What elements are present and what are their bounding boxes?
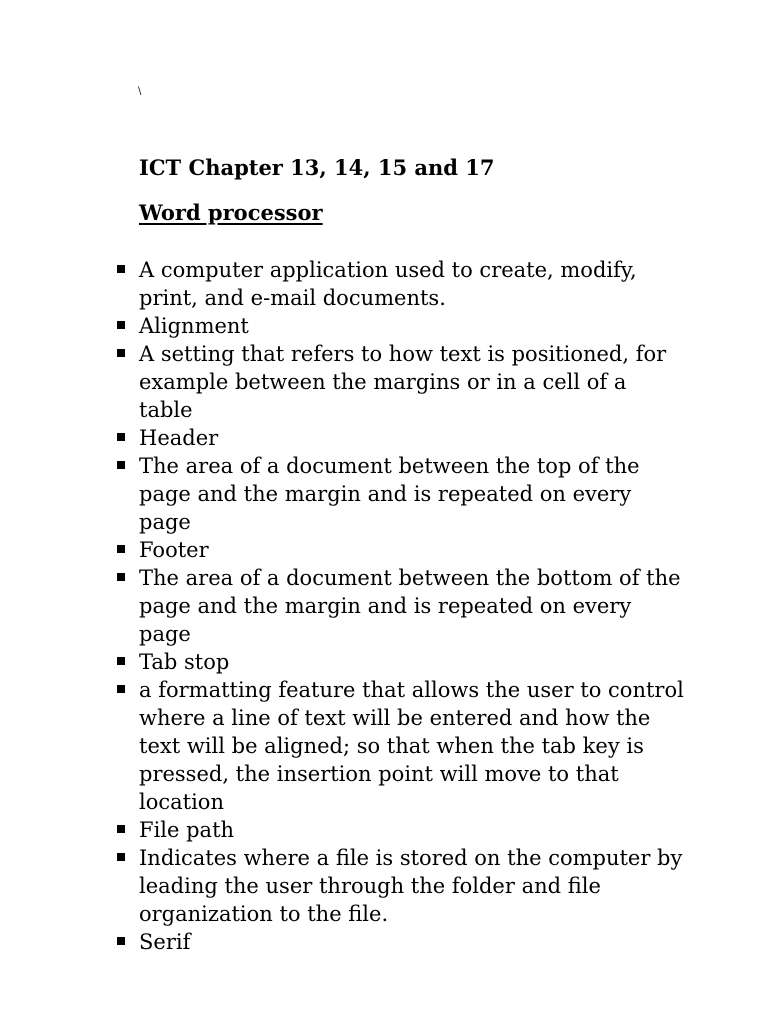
list-item-text: The area of a document between the bottom of the page and the margin and is repeated on every page bbox=[139, 566, 681, 646]
list-item-text: File path bbox=[139, 818, 235, 842]
list-item bbox=[0, 648, 684, 676]
square-bullet-icon bbox=[117, 433, 125, 441]
list-item-text: Tab stop bbox=[139, 650, 230, 674]
square-bullet-icon bbox=[117, 685, 125, 693]
list-item-text: a formatting feature that allows the user to control where a line of text will be entered and how the text will be aligned; so that when the tab key is pressed, the insertion point will move to that location bbox=[139, 678, 684, 814]
list-item bbox=[0, 256, 684, 312]
list-item bbox=[0, 340, 684, 424]
list-item bbox=[0, 536, 684, 564]
square-bullet-icon bbox=[117, 349, 125, 357]
list-item bbox=[0, 676, 684, 816]
list-item-text: The area of a document between the top of the page and the margin and is repeated on every page bbox=[139, 454, 640, 534]
list-item-text: Serif bbox=[139, 930, 191, 954]
square-bullet-icon bbox=[117, 545, 125, 553]
list-item bbox=[0, 424, 684, 452]
list-item-text: Footer bbox=[139, 538, 209, 562]
list-item bbox=[0, 816, 684, 844]
square-bullet-icon bbox=[117, 573, 125, 581]
list-item bbox=[0, 452, 684, 536]
list-item bbox=[0, 928, 684, 956]
list-item-text: Indicates where a file is stored on the computer by leading the user through the folder and file organization to the file. bbox=[139, 846, 683, 926]
page-title: ICT Chapter 13, 14, 15 and 17 bbox=[139, 155, 495, 180]
list-item-text: Alignment bbox=[139, 314, 249, 338]
list-item bbox=[0, 312, 684, 340]
bullet-list bbox=[0, 256, 768, 956]
square-bullet-icon bbox=[117, 265, 125, 273]
list-item-text: A computer application used to create, modify, print, and e-mail documents. bbox=[139, 258, 637, 310]
square-bullet-icon bbox=[117, 321, 125, 329]
list-item-text: Header bbox=[139, 426, 219, 450]
list-item bbox=[0, 844, 684, 928]
square-bullet-icon bbox=[117, 825, 125, 833]
stray-mark: \ bbox=[138, 86, 142, 97]
section-heading: Word processor bbox=[139, 200, 323, 225]
list-item bbox=[0, 564, 684, 648]
square-bullet-icon bbox=[117, 657, 125, 665]
square-bullet-icon bbox=[117, 461, 125, 469]
square-bullet-icon bbox=[117, 853, 125, 861]
list-item-text: A setting that refers to how text is positioned, for example between the margins or in a cell of a table bbox=[139, 342, 667, 422]
square-bullet-icon bbox=[117, 937, 125, 945]
